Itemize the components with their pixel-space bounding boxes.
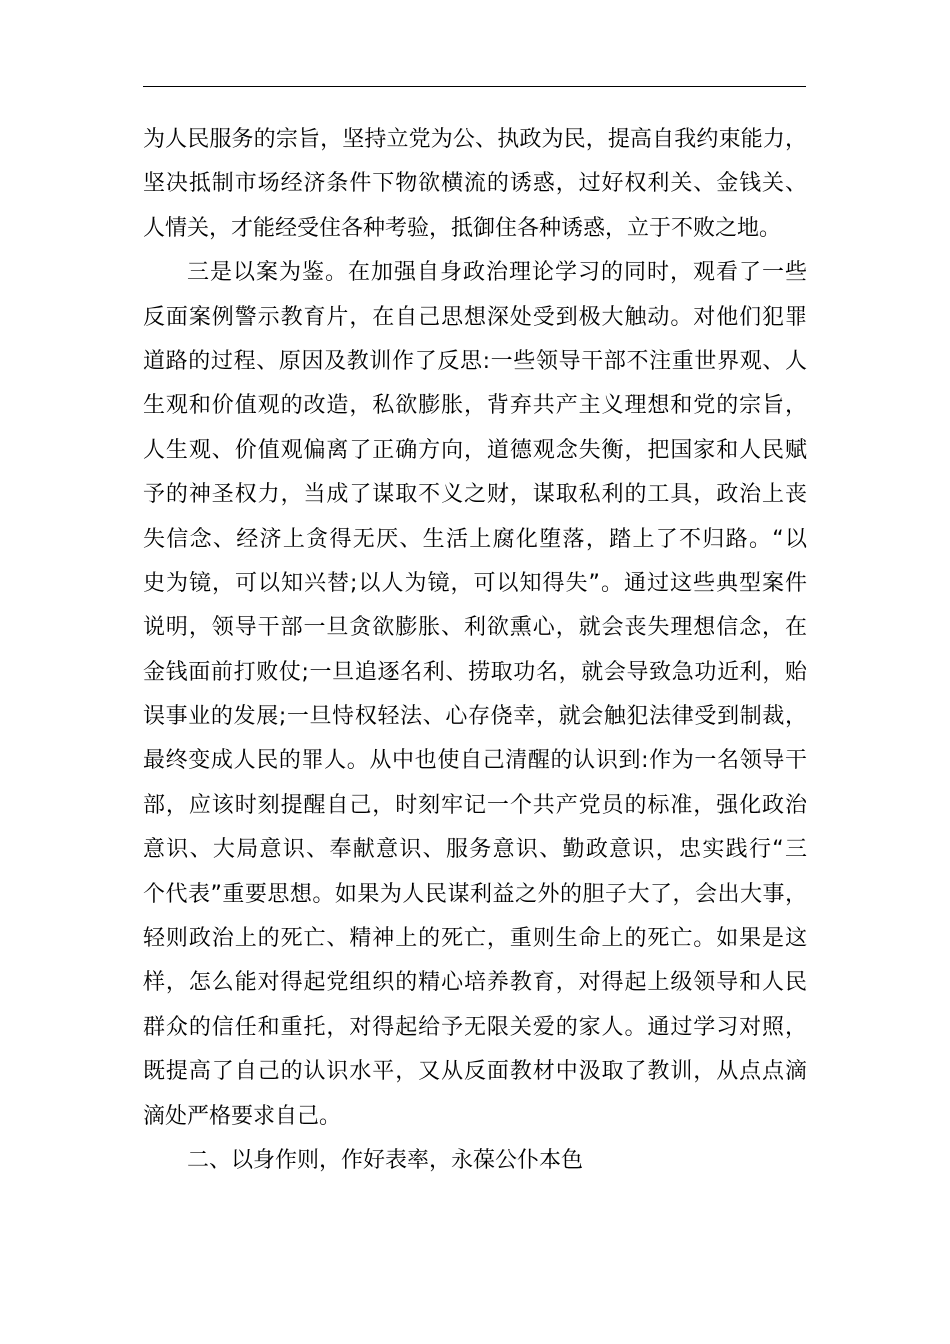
text-line: 群众的信任和重托，对得起给予无限关爱的家人。通过学习对照， <box>143 1014 807 1040</box>
text-line: 样，怎么能对得起党组织的精心培养教育，对得起上级领导和人民 <box>143 970 807 996</box>
document-body <box>143 118 807 1183</box>
header-rule <box>143 86 806 87</box>
text-line: 人生观、价值观偏离了正确方向，道德观念失衡，把国家和人民赋 <box>143 437 807 463</box>
text-line: 道路的过程、原因及教训作了反思:一些领导干部不注重世界观、人 <box>143 348 807 374</box>
text-line: 坚决抵制市场经济条件下物欲横流的诱惑，过好权利关、金钱关、 <box>143 171 807 197</box>
text-line: 史为镜，可以知兴替;以人为镜，可以知得失”。通过这些典型案件 <box>143 570 807 596</box>
text-line: 金钱面前打败仗;一旦追逐名利、捞取功名，就会导致急功近利，贻 <box>143 659 807 685</box>
text-line: 最终变成人民的罪人。从中也使自己清醒的认识到:作为一名领导干 <box>143 748 807 774</box>
text-line: 为人民服务的宗旨，坚持立党为公、执政为民，提高自我约束能力， <box>143 127 807 152</box>
text-line: 既提高了自己的认识水平，又从反面教材中汲取了教训，从点点滴 <box>143 1059 807 1085</box>
text-line: 轻则政治上的死亡、精神上的死亡，重则生命上的死亡。如果是这 <box>143 926 807 952</box>
text-line: 意识、大局意识、奉献意识、服务意识、勤政意识，忠实践行“三 <box>143 837 807 863</box>
text-line: 说明，领导干部一旦贪欲膨胀、利欲熏心，就会丧失理想信念，在 <box>143 615 807 641</box>
text-line: 三是以案为鉴。在加强自身政治理论学习的同时，观看了一些 <box>187 260 807 286</box>
text-line: 误事业的发展;一旦恃权轻法、心存侥幸，就会触犯法律受到制裁， <box>143 704 807 730</box>
text-line: 人情关，才能经受住各种考验，抵御住各种诱惑，立于不败之地。 <box>143 215 782 241</box>
text-line: 二、以身作则，作好表率，永葆公仆本色 <box>187 1147 584 1173</box>
text-line: 失信念、经济上贪得无厌、生活上腐化堕落，踏上了不归路。“以 <box>143 526 807 552</box>
text-line: 予的神圣权力，当成了谋取不义之财，谋取私利的工具，政治上丧 <box>143 482 807 508</box>
text-line: 反面案例警示教育片，在自己思想深处受到极大触动。对他们犯罪 <box>143 304 807 330</box>
text-line: 滴处严格要求自己。 <box>143 1103 342 1129</box>
text-line: 生观和价值观的改造，私欲膨胀，背弃共产主义理想和党的宗旨， <box>143 393 807 419</box>
text-line: 部，应该时刻提醒自己，时刻牢记一个共产党员的标准，强化政治 <box>143 792 807 818</box>
text-line: 个代表”重要思想。如果为人民谋利益之外的胆子大了，会出大事， <box>143 881 807 907</box>
